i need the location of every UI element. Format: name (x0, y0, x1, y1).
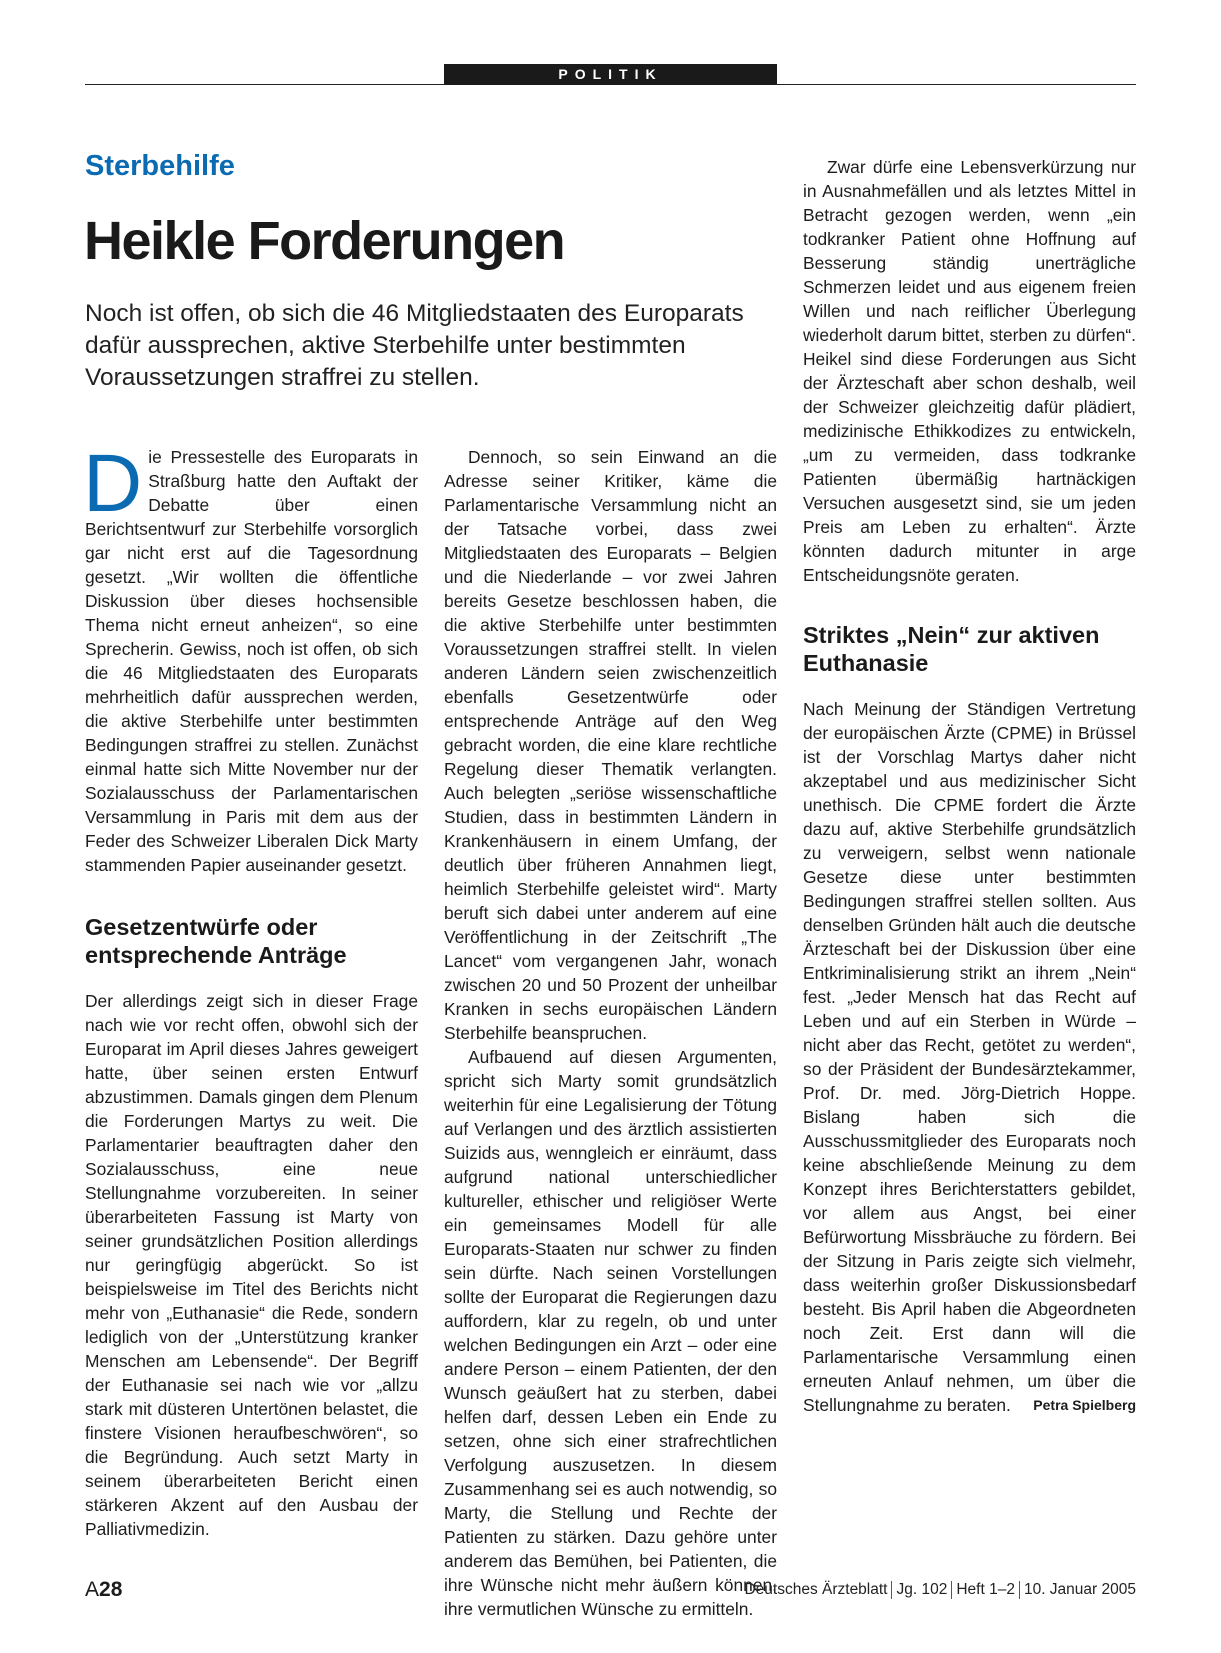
journal-name: Deutsches Ärzteblatt (744, 1581, 888, 1599)
section-label: POLITIK (444, 64, 777, 85)
article-kicker: Sterbehilfe (85, 150, 235, 182)
column-2 (444, 445, 777, 1621)
article-title: Heikle Forderungen (84, 211, 565, 271)
page-number-value: 28 (99, 1578, 123, 1601)
paragraph (803, 697, 1136, 1417)
column-1 (83, 438, 418, 1541)
author-name: Petra Spielberg (1033, 1397, 1136, 1413)
paragraph-text: Nach Meinung der Ständigen Vertretung der europäischen Ärzte (CPME) in Brüssel ist der Vorschlag Martys daher nicht akzeptabel und aus medizinischer Sicht unethisch. Die CPME fordert die Ärzte dazu auf, aktive Sterbehilfe grundsätzlich zu verweigern, selbst wenn nationale Gesetze diese unter bestimmten Bedingungen straffrei stellen sollten. Aus denselben Gründen hält auch die deutsche Ärzteschaft bei der Diskussion über eine Entkriminalisierung strikt an ihrem „Nein“ fest. „Jeder Mensch hat das Recht auf Leben und auf ein Sterben in Würde – nicht aber das Recht, getötet zu werden“, so der Präsident der Bundesärztekammer, Prof. Dr. med. Jörg-Dietrich Hoppe. Bislang haben sich die Ausschussmitglieder des Europarats noch keine abschließende Meinung zu dem Konzept ihres Berichterstatters gebildet, vor allem aus Angst, bei einer Befürwortung Missbräuche zu fördern. Bei der Sitzung in Paris zeigte sich vielmehr, dass weiterhin großer Diskussionsbedarf besteht. Bis April haben die Abgeordneten noch Zeit. Erst dann will die Parlamentarische Versammlung einen erneuten Anlauf nehmen, um über die Stellungnahme zu beraten. (803, 699, 1136, 1415)
page-number (85, 1578, 122, 1602)
paragraph-text: ie Pressestelle des Europarats in Straßburg hatte den Auftakt der Debatte über einen Berichtsentwurf zur Sterbehilfe vorsorglich gar nicht erst auf die Tagesordnung gesetzt. „Wir wollten die öffentliche Diskussion über dieses hochsensible Thema nicht erneut anheizen“, so eine Sprecherin. Gewiss, noch ist offen, ob sich die 46 Mitgliedstaaten des Europarats mehrheitlich dafür aussprechen werden, die aktive Sterbehilfe unter bestimmten Bedingungen straffrei zu stellen. Zunächst einmal hatte sich Mitte November nur der Sozialausschuss der Parlamentarischen Versammlung in Paris mit dem aus der Feder des Schweizer Liberalen Dick Marty stammenden Papier auseinander gesetzt. (85, 447, 418, 875)
paragraph: Zwar dürfe eine Lebensverkürzung nur in Ausnahmefällen und als letztes Mittel in Betracht gezogen werden, wenn „ein todkranker Patient ohne Hoffnung auf Besserung ständig unerträgliche Schmerzen leidet und aus eigenem freien Willen und nach reiflicher Überlegung wiederholt darum bittet, sterben zu dürfen“. Heikel sind diese Forderungen aus Sicht der Ärzteschaft aber schon deshalb, weil der Schweizer gleichzeitig dafür plädiert, medizinische Ethikkodizes zu entwickeln, „um zu vermeiden, dass todkranke Patienten übermäßig hartnäckigen Versuchen ausgesetzt sind, sie um jeden Preis am Leben zu erhalten“. Ärzte könnten dadurch mitunter in arge Entscheidungsnöte geraten. (803, 157, 1136, 585)
journal-issue: Heft 1–2 (956, 1581, 1015, 1599)
column-3 (803, 155, 1136, 1417)
paragraph: Dennoch, so sein Einwand an die Adresse seiner Kritiker, käme die Parlamentarische Versammlung nicht an der Tatsache vorbei, dass zwei Mitgliedstaaten des Europarats – Belgien und die Niederlande – vor zwei Jahren bereits Gesetze beschlossen haben, die die aktive Sterbehilfe unter bestimmten Voraussetzungen straffrei stellt. In vielen anderen Ländern seien zwischenzeitlich ebenfalls Gesetzentwürfe oder entsprechende Anträge auf den Weg gebracht worden, die eine klare rechtliche Regelung dieser Thematik verlangten. Auch belegten „seriöse wissenschaftliche Studien, dass in bestimmten Ländern in Krankenhäusern in einem Umfang, der deutlich über früheren Annahmen liegt, heimlich Sterbehilfe geleistet wird“. Marty beruft sich dabei unter anderem auf eine Veröffentlichung in der Zeitschrift „The Lancet“ vom vergangenen Jahr, wonach zwischen 20 und 50 Prozent der unheilbar Kranken in sechs europäischen Ländern Sterbehilfe beanspruchen. (444, 447, 777, 1043)
journal-volume: Jg. 102 (896, 1581, 948, 1599)
subheading: Striktes „Nein“ zur aktiven Euthanasie (803, 622, 1100, 676)
footer-citation (744, 1581, 1136, 1599)
paragraph (83, 438, 418, 877)
paragraph: Aufbauend auf diesen Argumenten, spricht sich Marty somit grundsätzlich weiterhin für eine Legalisierung der Tötung auf Verlangen und des ärztlich assistierten Suizids aus, wenngleich er einräumt, dass aufgrund national unterschiedlicher kultureller, ethischer und religiöser Werte ein gemeinsames Modell für alle Europarats-Staaten nur schwer zu finden sein dürfte. Nach seinen Vorstellungen sollte der Europarat die Regierungen dazu auffordern, klar zu regeln, ob und unter welchen Bedingungen ein Arzt – oder eine andere Person – einem Patienten, der den Wunsch geäußert hat zu sterben, dabei helfen darf, dessen Leben ein Ende zu setzen, ohne sich einer strafrechtlichen Verfolgung auszusetzen. In diesem Zusammenhang sei es auch notwendig, so Marty, die Stellung und Rechte der Patienten zu stärken. Dazu gehöre unter anderem das Bemühen, bei Patienten, die ihre Wünsche nicht mehr äußern können, ihre vermutlichen Wünsche zu ermitteln. (444, 1047, 777, 1619)
drop-cap: D (83, 438, 143, 529)
paragraph: Der allerdings zeigt sich in dieser Frage nach wie vor recht offen, obwohl sich der Europarat im April dieses Jahres geweigert hatte, über seinen ersten Entwurf abzustimmen. Damals gingen dem Plenum die Forderungen Martys zu weit. Die Parlamentarier beauftragten daher den Sozialausschuss, eine neue Stellungnahme vorzubereiten. In seiner überarbeiteten Fassung ist Marty von seiner grundsätzlichen Position allerdings nur geringfügig abgerückt. So ist beispielsweise im Titel des Berichts nicht mehr von „Euthanasie“ die Rede, sondern lediglich von der „Unterstützung kranker Menschen am Lebensende“. Der Begriff der Euthanasie sei nach wie vor „allzu stark mit düsteren Untertönen belastet, die finstere Visionen heraufbeschwören“, so die Begründung. Auch setzt Marty in seinem überarbeiteten Bericht einen stärkeren Akzent auf den Ausbau der Palliativmedizin. (85, 991, 418, 1539)
journal-date: 10. Januar 2005 (1023, 1581, 1136, 1599)
footer-separator (1019, 1581, 1020, 1599)
article-lead: Noch ist offen, ob sich die 46 Mitgliedstaaten des Europarats dafür aussprechen, aktive Sterbehilfe unter bestimmten Voraussetzungen straffrei zu stellen. (85, 300, 744, 391)
footer-separator (951, 1581, 952, 1599)
subheading: Gesetzentwürfe oder entsprechende Anträge (85, 914, 347, 968)
footer-separator (891, 1581, 892, 1599)
page-prefix: A (85, 1578, 100, 1601)
